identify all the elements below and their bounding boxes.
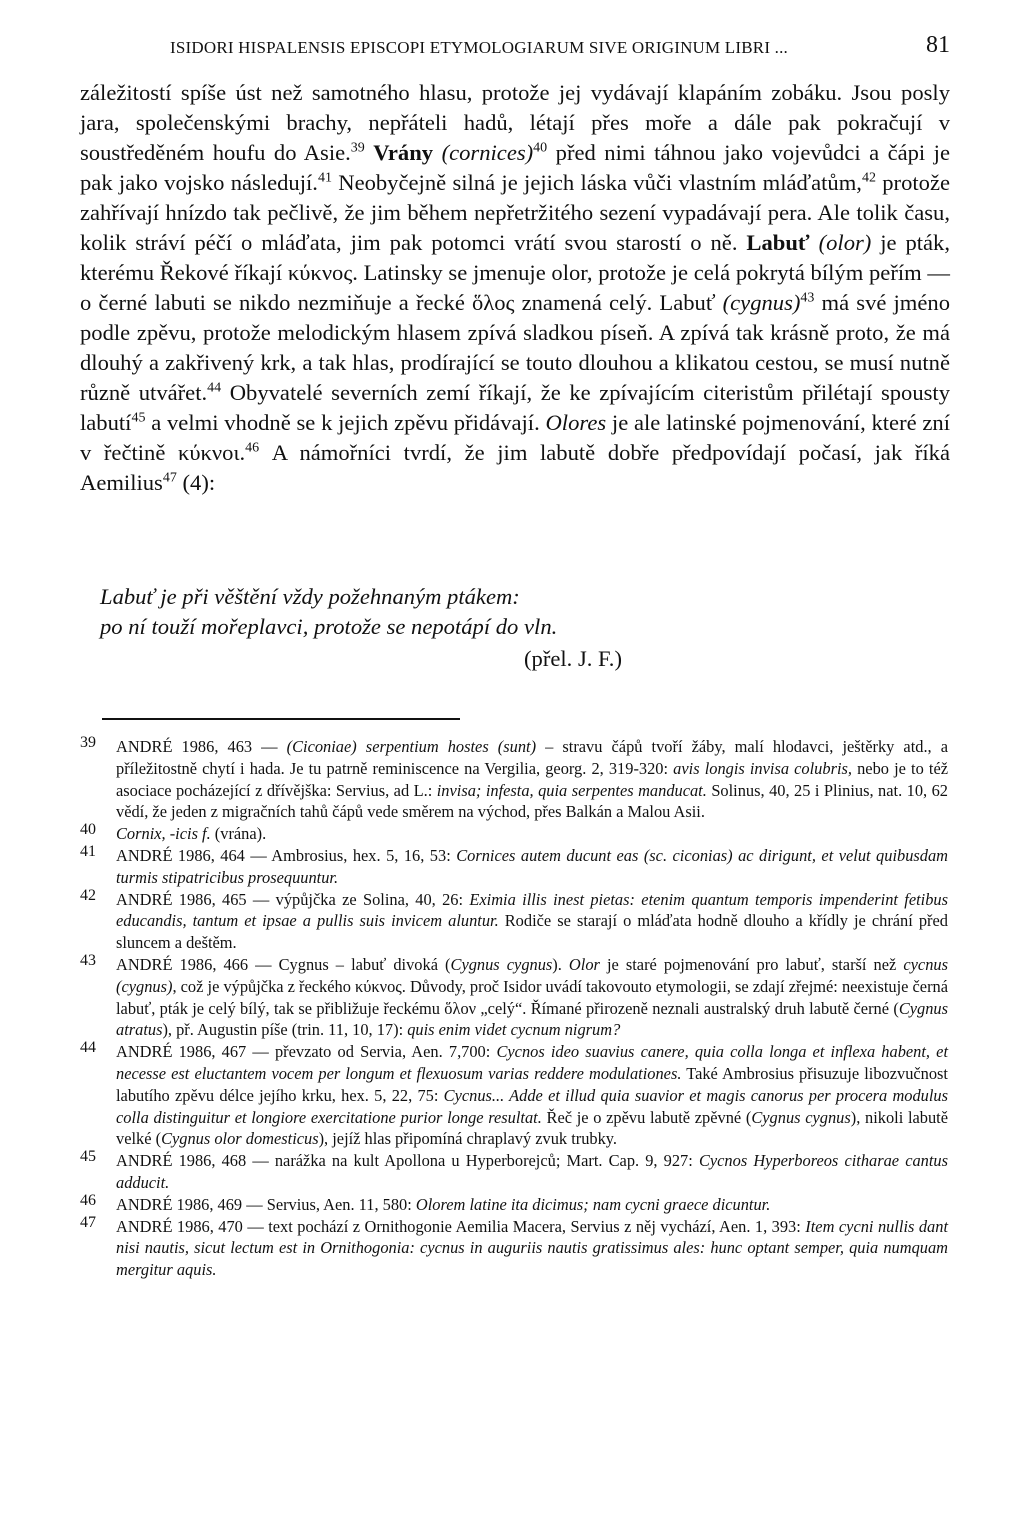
text-run: má své jméno podle zpěvu, protože melodickým hlasem zpívá sladkou píseň. A zpívá tak krásně proto, že má dlouhý a zakřivený krk, a tak hlas, prodírající se touto dlouhou a klikatou cestou, se musí nutně různě utvářet.: [80, 290, 950, 405]
text-run: ANDRÉ 1986, 463 —: [116, 737, 287, 756]
text-run: A námořníci tvrdí, že jim labutě dobře předpovídají počasí, jak říká Aemilius: [80, 440, 950, 495]
text-run: ANDRÉ 1986, 468 — narážka na kult Apollona u Hyperborejců; Mart. Cap. 9, 927:: [116, 1151, 699, 1171]
text-run: , což je výpůjčka z řeckého κύκνος. Důvody, proč Isidor uvádí takovouto etymologii, se zdají zřejmé: neexistuje černá labuť, pták je celý bílý, tak se přibližuje řeckému ὅλον „celý“. Římané přirozeně neznali australský druh labutě černé (: [116, 976, 948, 1018]
text-run: Obyvatelé severních zemí říkají, že ke zpívajícím citeristům přilétají spousty labutí: [80, 380, 951, 435]
latin-text: Cygnus cygnus: [751, 1107, 851, 1127]
term-vrany: Vrány: [373, 140, 434, 165]
latin-text: avis longis invisa colubris,: [673, 758, 852, 778]
footnote-number: 47: [80, 1213, 96, 1231]
term-cygnus: (cygnus): [722, 290, 801, 315]
footnote-39: [80, 736, 948, 823]
text-run: (vrána).: [210, 824, 267, 844]
footnote-ref-39: 39: [350, 140, 365, 156]
footnote-ref-43: 43: [800, 290, 815, 306]
text-run: ), př. Augustin píše (trin. 11, 10, 17):: [162, 1020, 408, 1040]
footnote-number: 39: [80, 734, 96, 751]
translation-credit: (přel. J. F.): [524, 646, 622, 671]
term-olores: Olores: [545, 410, 607, 435]
text-run: ), jejíž hlas připomíná chraplavý zvuk trubky.: [318, 1129, 618, 1149]
latin-text: cycnus (cygnus): [116, 954, 948, 996]
latin-text: quis enim videt cycnum nigrum?: [407, 1020, 621, 1040]
latin-text: Cycnos ideo suavius canere, quia colla longa et inflexa habent, et necesse est eluctantem vocem per longum et flexuosum varias reddere modulationes.: [116, 1042, 949, 1083]
text-run: ANDRÉ 1986, 464 — Ambrosius, hex. 5, 16, 53:: [116, 845, 457, 865]
text-run: Solinus, 40, 25 i Plinius, nat. 10, 62 vědí, že jeden z migračních tahů čápů vede směrem na východ, přes Balkán a Malou Asii.: [116, 780, 948, 822]
text-run: ANDRÉ 1986, 466 — Cygnus – labuť divoká (: [116, 954, 451, 974]
text-run: je pták, kterému Řekové říkají κύκνος. Latinsky se jmenuje olor, protože je celá pokrytá bílým peřím — o černé labuti se nikdo nezmiňuje a řecké ὅλος znamená celý. Labuť: [80, 230, 950, 315]
text-run: [365, 140, 373, 165]
text-run: je staré pojmenování pro labuť, starší než: [599, 954, 904, 974]
text-run: Neobyčejně silná je jejich láska vůči vlastním mláďatům,: [331, 170, 862, 195]
footnote-43: [80, 951, 948, 1041]
latin-text: Cygnus olor domesticus: [161, 1129, 319, 1149]
latin-text: Item cycni nullis dant nisi nautis, sicut lectum est in Ornithogonia: cycnus in auguriis nautis gratissimus ales: hunc optant semper, quia numquam mergitur aquis.: [116, 1216, 949, 1280]
text-run: nebo je to též asociace pocházející z dřívějška: Servius, ad L.:: [116, 758, 948, 800]
running-header: [170, 32, 950, 68]
latin-text: Cygnus atratus: [116, 998, 948, 1040]
latin-text: Cornices autem ducunt eas (sc. ciconias) ac dirigunt, et velut quibusdam turmis stipatricibus prosequuntur.: [116, 845, 949, 887]
main-text: [80, 78, 950, 498]
latin-text: Cornix, -icis f.: [116, 824, 211, 844]
text-run: ).: [552, 954, 569, 974]
text-run: – stravu čápů tvoří žáby, malí hlodavci, ještěrky atd., a příležitostně chytí i hada. Je tu patrně reminiscence na Vergilia, georg. 2, 319-320:: [116, 737, 948, 778]
text-run: Řeč je o zpěvu labutě zpěvné (: [541, 1107, 752, 1127]
term-labut: Labuť: [746, 230, 810, 255]
text-run: a velmi vhodně se k jejich zpěvu přidávají.: [145, 410, 546, 435]
page-number: 81: [926, 32, 950, 58]
footnote-ref-46: 46: [245, 440, 260, 456]
footnote-number: 42: [80, 886, 96, 904]
text-run: ANDRÉ 1986, 465 — výpůjčka ze Solina, 40, 26:: [116, 889, 470, 909]
footnote-number: 43: [80, 951, 96, 969]
latin-text: (Ciconiae) serpentium hostes (sunt): [286, 737, 537, 756]
footnote-44: [80, 1041, 948, 1150]
verse-line-2: po ní touží mořeplavci, protože se nepotápí do vln.: [100, 614, 558, 639]
verse-line-1: Labuť je při věštění vždy požehnaným ptákem:: [100, 584, 520, 609]
latin-text: Eximia illis inest pietas: etenim quantum temporis impenderint fetibus educandis, tantum et ipsae a pullis suis invicem aluntur.: [116, 889, 948, 931]
text-run: ), nikoli labutě velké (: [116, 1107, 949, 1149]
footnote-46: [80, 1191, 948, 1216]
footnote-ref-47: 47: [162, 470, 177, 486]
text-run: je ale latinské pojmenování, které zní v řečtině κύκνοι.: [80, 410, 950, 465]
footnote-47: [80, 1213, 949, 1281]
text-run: [433, 140, 441, 165]
footnote-ref-41: 41: [317, 170, 332, 186]
latin-text: invisa; infesta, quia serpentes manducat.: [436, 780, 707, 800]
latin-text: Cycnos Hyperboreos citharae cantus adducit.: [116, 1151, 948, 1192]
text-run: před nimi táhnou jako vojevůdci a čápi je pak jako vojsko následují.: [80, 140, 950, 195]
text-run: [810, 230, 819, 255]
footnote-number: 46: [80, 1191, 96, 1209]
term-cornices: (cornices): [441, 140, 534, 165]
text-run: ANDRÉ 1986, 469 — Servius, Aen. 11, 580:: [116, 1194, 416, 1214]
text-run: ANDRÉ 1986, 467 — převzato od Servia, Aen. 7,700:: [116, 1042, 497, 1062]
footnote-number: 45: [80, 1148, 96, 1166]
text-run: ANDRÉ 1986, 470 — text pochází z Ornithogonie Aemilia Macera, Servius z něj vychází, Aen. 1, 393:: [116, 1216, 806, 1236]
footnote-number: 40: [80, 821, 96, 839]
footnote-ref-40: 40: [533, 140, 548, 156]
footnote-41: [80, 842, 949, 889]
footnote-45: [80, 1150, 948, 1194]
text-run: Rodiče se starají o mláďata hodně dlouho a křídly je chrání před sluncem a deštěm.: [116, 911, 948, 953]
footnote-40: [80, 823, 948, 845]
footnote-number: 44: [80, 1039, 96, 1057]
text-run: (4):: [176, 470, 216, 495]
term-olor: (olor): [818, 230, 872, 255]
footnote-separator: [102, 718, 460, 720]
footnote-ref-44: 44: [207, 380, 222, 396]
footnote-ref-42: 42: [861, 170, 876, 186]
text-run: záležitostí spíše úst než samotného hlasu, protože jej vydávají klapáním zobáku. Jsou posly jara, společenskými brachy, nepřáteli hadů, létají přes moře a dále pak pokračují v soustředěném houfu do Asie.: [80, 80, 950, 165]
footnotes: [80, 736, 948, 1281]
main-paragraph: [80, 78, 950, 498]
latin-text: Olorem latine ita dicimus; nam cycni graece dicuntur.: [415, 1194, 771, 1214]
latin-text: Cygnus cygnus: [450, 954, 553, 974]
latin-text: Cycnus... Adde et illud quia suavior et magis canorus per procera modulus colla distinguitur et longiore exercitatione purior longe resultat.: [116, 1085, 948, 1127]
text-run: protože zahřívají hnízdo tak pečlivě, že jim během nepřetržitého sezení vypadávají pera. Ale tolik času, kolik stráví péčí o mláďata, jim pak potomci vrátí svou starostí o ně.: [80, 170, 950, 255]
verse-quote: [100, 582, 700, 642]
text-run: Také Ambrosius přisuzuje libozvučnost labutího zpěvu délce jejího krku, hex. 5, 22, 75:: [116, 1063, 948, 1105]
latin-text: Olor: [568, 954, 600, 974]
footnote-ref-45: 45: [131, 410, 146, 426]
running-title: ISIDORI HISPALENSIS EPISCOPI ETYMOLOGIARUM SIVE ORIGINUM LIBRI ...: [170, 38, 788, 57]
footnote-42: [80, 886, 948, 954]
footnote-number: 41: [80, 842, 96, 860]
